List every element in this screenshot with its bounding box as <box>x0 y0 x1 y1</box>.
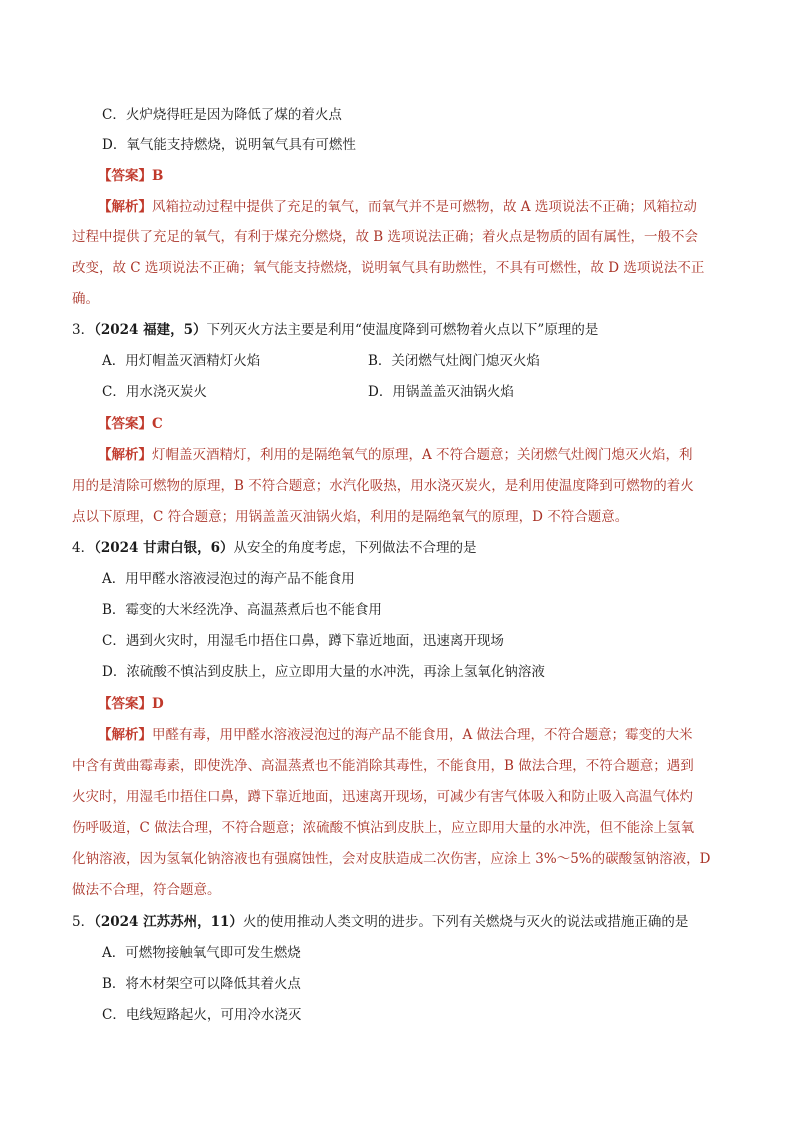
q3-stem <box>72 318 598 338</box>
q4-option-a: A．用甲醛水溶液浸泡过的海产品不能食用 <box>102 571 355 587</box>
q4-option-c: C．遇到火灾时，用湿毛巾捂住口鼻，蹲下靠近地面，迅速离开现场 <box>102 633 504 649</box>
q3-option-d: D．用锅盖盖灭油锅火焰 <box>368 384 514 400</box>
question-source: （2024 福建，5） <box>94 322 207 338</box>
analysis-text: 灯帽盖灭酒精灯，利用的是隔绝氧气的原理，A 不符合题意；关闭燃气灶阀门熄灭火焰，利 <box>152 447 693 463</box>
q2-option-d: D．氧气能支持燃烧，说明氧气具有可燃性 <box>102 137 356 153</box>
q4-analysis-line-6: 做法不合理，符合题意。 <box>72 882 221 898</box>
q3-analysis-line-2: 用的是清除可燃物的原理，B 不符合题意；水汽化吸热，用水浇灭炭火，是利用使温度降到可燃物的着火 <box>72 478 694 494</box>
q5-option-b: B．将木材架空可以降低其着火点 <box>102 976 301 992</box>
analysis-text: 风箱拉动过程中提供了充足的氧气，而氧气并不是可燃物，故 A 选项说法不正确；风箱拉动 <box>152 199 697 215</box>
question-number: 3． <box>72 322 95 338</box>
q2-answer <box>98 164 163 184</box>
q4-stem <box>72 536 477 556</box>
q3-analysis-line-3: 点以下原理，C 符合题意；用锅盖盖灭油锅火焰，利用的是隔绝氧气的原理，D 不符合题意。 <box>72 509 629 525</box>
q4-analysis-line-1 <box>98 723 693 743</box>
analysis-text: 甲醛有毒，用甲醛水溶液浸泡过的海产品不能食用，A 做法合理，不符合题意；霉变的大米 <box>152 727 693 743</box>
q5-option-a: A．可燃物接触氧气即可发生燃烧 <box>102 945 301 961</box>
q4-analysis-line-2: 中含有黄曲霉毒素，即使洗净、高温蒸煮也不能消除其毒性，不能食用，B 做法合理，不符合题意；遇到 <box>72 758 694 774</box>
q2-option-c: C．火炉烧得旺是因为降低了煤的着火点 <box>102 107 342 123</box>
q3-analysis-line-1 <box>98 443 693 463</box>
q4-analysis-line-3: 火灾时，用湿毛巾捂住口鼻，蹲下靠近地面，迅速离开现场，可减少有害气体吸入和防止吸入高温气体灼 <box>72 789 693 805</box>
analysis-tag: 【解析】 <box>98 727 152 743</box>
answer-value: D <box>152 696 164 712</box>
question-source: （2024 江苏苏州，11） <box>94 914 243 930</box>
question-text: 下列灭火方法主要是利用“使温度降到可燃物着火点以下”原理的是 <box>206 322 599 338</box>
question-text: 火的使用推动人类文明的进步。下列有关燃烧与灭火的说法或措施正确的是 <box>242 914 689 930</box>
q3-answer <box>98 412 163 432</box>
analysis-tag: 【解析】 <box>98 199 152 215</box>
answer-tag: 【答案】 <box>98 168 152 184</box>
answer-value: B <box>152 168 164 184</box>
q3-option-b: B．关闭燃气灶阀门熄灭火焰 <box>368 353 540 369</box>
analysis-tag: 【解析】 <box>98 447 152 463</box>
q5-option-c: C．电线短路起火，可用冷水浇灭 <box>102 1007 302 1023</box>
answer-tag: 【答案】 <box>98 416 152 432</box>
question-number: 5． <box>72 914 95 930</box>
q3-option-a: A．用灯帽盖灭酒精灯火焰 <box>102 353 261 369</box>
answer-tag: 【答案】 <box>98 696 152 712</box>
q2-analysis-line-1 <box>98 195 697 215</box>
q4-analysis-line-4: 伤呼吸道，C 做法合理，不符合题意；浓硫酸不慎沾到皮肤上，应立即用大量的水冲洗，但不能涂上氢氧 <box>72 820 695 836</box>
q2-analysis-line-4: 确。 <box>72 291 99 307</box>
q3-option-c: C．用水浇灭炭火 <box>102 384 207 400</box>
q4-option-d: D．浓硫酸不慎沾到皮肤上，应立即用大量的水冲洗，再涂上氢氧化钠溶液 <box>102 664 545 680</box>
q4-option-b: B．霉变的大米经洗净、高温蒸煮后也不能食用 <box>102 602 382 618</box>
question-number: 4． <box>72 540 95 556</box>
question-text: 从安全的角度考虑，下列做法不合理的是 <box>233 540 477 556</box>
q4-analysis-line-5: 化钠溶液，因为氢氧化钠溶液也有强腐蚀性，会对皮肤造成二次伤害，应涂上 3%～5%的碳酸氢钠溶液，D <box>72 851 711 867</box>
q2-analysis-line-3: 改变，故 C 选项说法不正确；氧气能支持燃烧，说明氧气具有助燃性，不具有可燃性，故 D 选项说法不正 <box>72 260 705 276</box>
question-source: （2024 甘肃白银，6） <box>94 540 234 556</box>
q2-analysis-line-2: 过程中提供了充足的氧气，有利于煤充分燃烧，故 B 选项说法正确；着火点是物质的固有属性，一般不会 <box>72 229 699 245</box>
q5-stem <box>72 910 688 930</box>
q4-answer <box>98 692 164 712</box>
answer-value: C <box>152 416 163 432</box>
